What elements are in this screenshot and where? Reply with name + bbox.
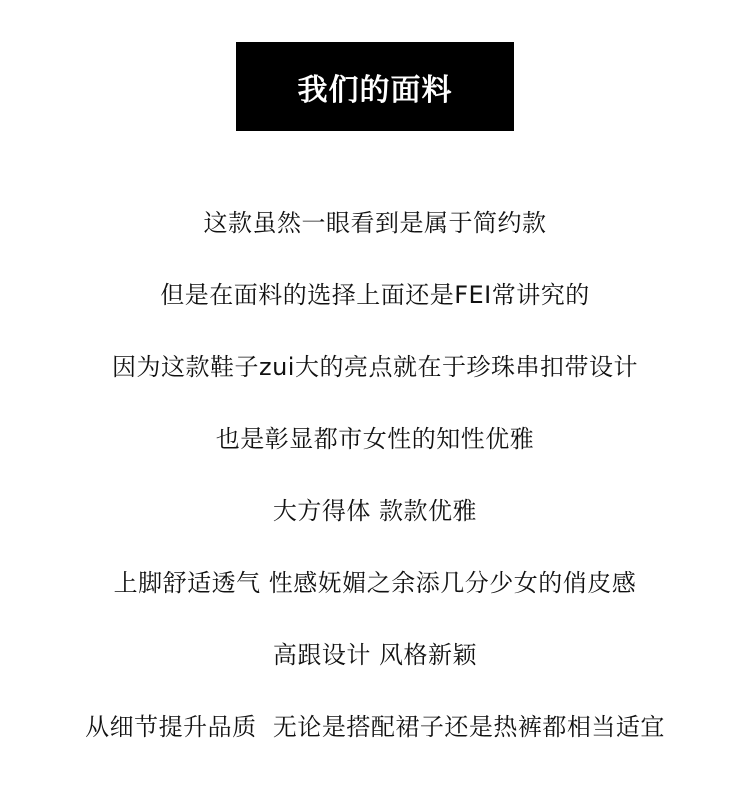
title-banner [236, 42, 514, 131]
description-line-4: 也是彰显都市女性的知性优雅 [215, 425, 535, 453]
description-line-1: 这款虽然一眼看到是属于简约款 [203, 209, 547, 237]
page-title: 我们的面料 [297, 72, 453, 108]
description-line-6: 上脚舒适透气 性感妩媚之余添几分少女的俏皮感 [113, 569, 637, 597]
description-line-2: 但是在面料的选择上面还是FEI常讲究的 [160, 281, 590, 309]
description-line-7: 高跟设计 风格新颖 [272, 641, 478, 669]
description-line-8: 从细节提升品质 无论是搭配裙子还是热裤都相当适宜 [85, 713, 665, 741]
description-line-5: 大方得体 款款优雅 [272, 497, 478, 525]
description-line-3: 因为这款鞋子zui大的亮点就在于珍珠串扣带设计 [112, 353, 638, 381]
